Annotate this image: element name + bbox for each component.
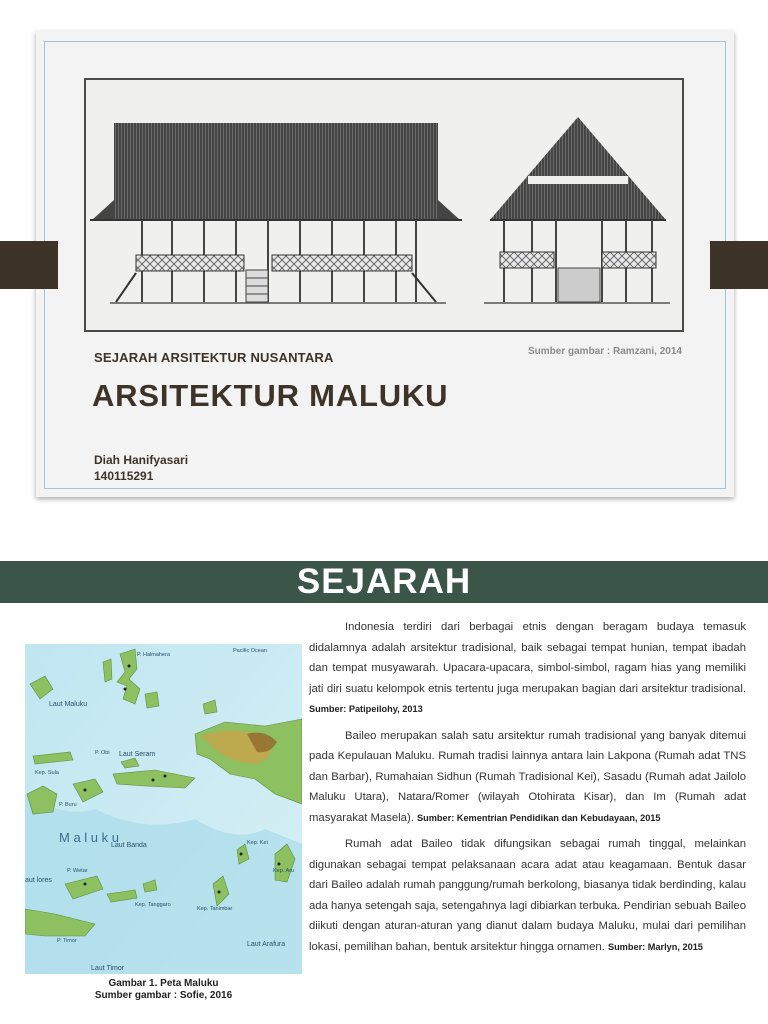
map-label-kep-sula: Kep. Sula xyxy=(35,770,59,776)
author-name: Diah Hanifyasari xyxy=(94,453,189,467)
cover-slide xyxy=(36,31,734,497)
map-label-laut-arafura: Laut Arafura xyxy=(247,941,286,948)
map-label-laut-seram: Laut Seram xyxy=(119,751,156,758)
map-caption xyxy=(25,978,302,1002)
map-label-kep-aru: Kep. Aru xyxy=(273,868,295,874)
map-caption-source: Sumber gambar : Sofie, 2016 xyxy=(94,990,233,1001)
cover-title: ARSITEKTUR MALUKU xyxy=(92,378,449,413)
paragraph-3-source: Sumber: Marlyn, 2015 xyxy=(607,941,703,952)
map-label-laut-maluku: Laut Maluku xyxy=(49,701,88,708)
paragraph-1-source: Sumber: Patipeilohy, 2013 xyxy=(309,704,423,714)
map-label-laut-banda: Laut Banda xyxy=(111,842,147,849)
slide-tab-right xyxy=(710,241,768,289)
paragraph-3-text: Rumah adat Baileo tidak difungsikan sebagai rumah tinggal, melainkan digunakan sebagai tempat pelaksanaan acara adat atau keagamaan. Bentuk dasar dari Baileo adalah rumah panggung/rumah berkolong, biasanya tidak berdinding, kalau ada hanya setengah saja, setengahnya lagi dibiarkan terbuka. Pendirian sebuah Baileo diikuti dengan aturan-aturan yang dianut dalam budaya Maluku, mulai dari pemilihan lokasi, pemilihan bahan, bentuk arsitektur hingga ornamen. xyxy=(309,838,746,953)
map-label-kep-tanggaro: Kep. Tanggaro xyxy=(135,902,171,908)
cover-subtitle: SEJARAH ARSITEKTUR NUSANTARA xyxy=(94,350,334,365)
paragraph-1 xyxy=(309,617,746,720)
paragraph-2-source: Sumber: Kementrian Pendidikan dan Kebudayaan, 2015 xyxy=(416,812,661,823)
map-label-kep-tanimbar: Kep. Tanimbar xyxy=(197,906,233,912)
map-label-p-obi: P. Obi xyxy=(95,750,110,756)
long-house-elevation xyxy=(90,123,462,303)
map-label-p-timor: P. Timor xyxy=(57,938,77,944)
small-house-elevation xyxy=(484,117,670,303)
body-text-column xyxy=(309,617,746,963)
map-label-p-wetar: P. Wetar xyxy=(67,868,88,874)
map-label-halmahera: P. Halmahera xyxy=(137,652,170,658)
cover-author xyxy=(94,452,188,484)
map-label-maluku: M a l u k u xyxy=(59,830,119,845)
map-label-kep-kei: Kep. Kei xyxy=(247,840,268,846)
paragraph-2-text: Baileo merupakan salah satu arsitektur rumah tradisional yang banyak ditemui pada Kepulauan Maluku. Rumah tradisi lainnya antara lain Lakpona (Rumah adat TNS dan Barbar), Rumahaian Sidhun (Rumah Tradisional Kei), Sasadu (Rumah adat Jailolo Maluku Utara), Natara/Romer (wilayah Otohirata Kisar), dan Im (Rumah adat masyarakat Masela). xyxy=(309,729,746,824)
author-id: 140115291 xyxy=(94,469,154,483)
baileo-drawing-frame xyxy=(84,78,684,332)
map-label-pacific: Pacific Ocean xyxy=(233,648,267,654)
section-heading: SEJARAH xyxy=(296,562,472,601)
map-label-p-buru: P. Buru xyxy=(59,802,77,808)
slide-tab-left xyxy=(0,241,58,289)
section-banner xyxy=(0,561,768,603)
baileo-house-drawing xyxy=(86,80,682,330)
cover-image-source: Sumber gambar : Ramzani, 2014 xyxy=(528,346,682,357)
paragraph-3 xyxy=(309,834,746,957)
map-label-flores: aut lores xyxy=(25,877,52,884)
paragraph-1-text: Indonesia terdiri dari berbagai etnis dengan beragam budaya temasuk didalamnya adalah arsitektur tradisional, baik sebagai tempat hunian, tempat ibadah dan tempat musyawarah. Upacara-upacara, simbol-simbol, ragam hias yang memiliki jati diri suatu kelompok etnis tertentu juga merupakan bagian dari arsitektur tradisional. xyxy=(309,621,746,695)
maluku-map xyxy=(25,644,302,974)
map-caption-title: Gambar 1. Peta Maluku xyxy=(108,978,219,989)
paragraph-2 xyxy=(309,726,746,829)
map-label-laut-timor: Laut Timor xyxy=(91,965,125,972)
